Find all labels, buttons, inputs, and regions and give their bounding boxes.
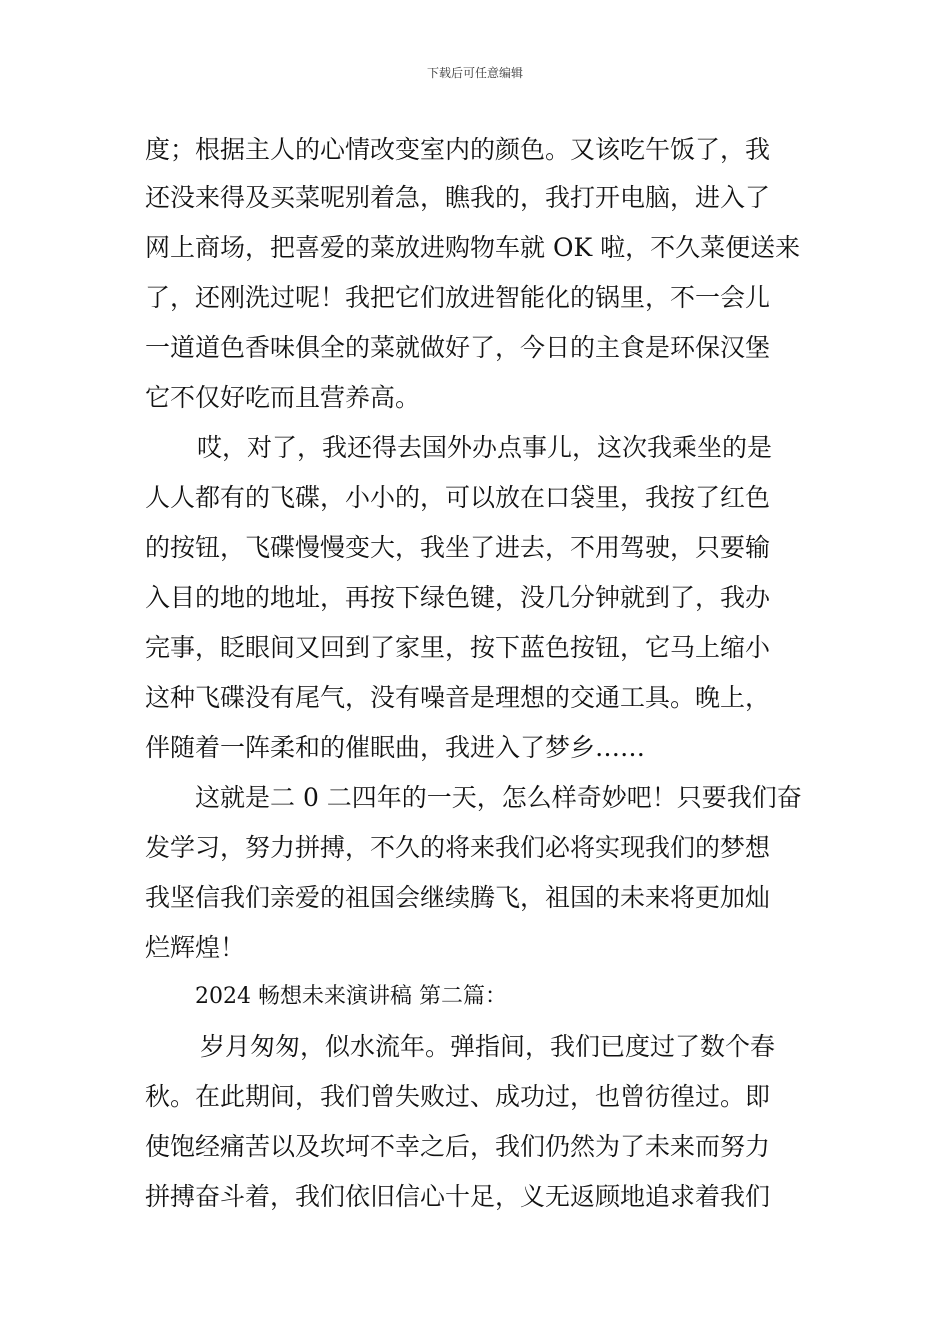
section-heading: 2024 畅想未来演讲稿 第二篇： [195,984,507,1009]
text-line-13: 伴随着一阵柔和的催眠曲，我进入了梦乡…… [145,733,646,762]
text-line-20: 秋。在此期间，我们曾失败过、成功过，也曾彷徨过。即 [145,1082,771,1111]
text-line-3: 网上商场，把喜爱的菜放进购物车就 OK 啦，不久菜便送来 [145,233,801,262]
text-line-10: 入目的地的地址，再按下绿色键，没几分钟就到了，我办 [145,583,771,612]
text-line-19: 岁月匆匆，似水流年。弹指间，我们已度过了数个春 [200,1032,776,1061]
text-line-15: 发学习，努力拼搏，不久的将来我们必将实现我们的梦想 [145,833,771,862]
text-line-21: 使饱经痛苦以及坎坷不幸之后，我们仍然为了未来而努力 [145,1132,771,1161]
text-line-7: 哎，对了，我还得去国外办点事儿，这次我乘坐的是 [197,433,773,462]
text-line-14: 这就是二 0 二四年的一天，怎么样奇妙吧！只要我们奋 [195,783,802,812]
text-line-5: 一道道色香味俱全的菜就做好了，今日的主食是环保汉堡 [145,333,771,362]
text-line-17: 烂辉煌！ [145,933,246,962]
text-line-6: 它不仅好吃而且营养高。 [145,383,421,412]
text-line-1: 度；根据主人的心情改变室内的颜色。又该吃午饭了，我 [145,135,771,164]
text-line-11: 完事，眨眼间又回到了家里，按下蓝色按钮，它马上缩小 [145,633,771,662]
page-header: 下载后可任意编辑 [426,66,523,80]
text-line-4: 了，还刚洗过呢！我把它们放进智能化的锅里，不一会儿 [145,283,771,312]
text-line-8: 人人都有的飞碟，小小的，可以放在口袋里，我按了红色 [145,483,771,512]
text-line-9: 的按钮，飞碟慢慢变大，我坐了进去，不用驾驶，只要输 [145,533,771,562]
text-line-12: 这种飞碟没有尾气，没有噪音是理想的交通工具。晚上， [145,683,771,712]
text-line-22: 拼搏奋斗着，我们依旧信心十足，义无返顾地追求着我们 [145,1182,771,1211]
text-line-2: 还没来得及买菜呢别着急，瞧我的，我打开电脑，进入了 [145,183,771,212]
text-line-16: 我坚信我们亲爱的祖国会继续腾飞，祖国的未来将更加灿 [145,883,771,912]
